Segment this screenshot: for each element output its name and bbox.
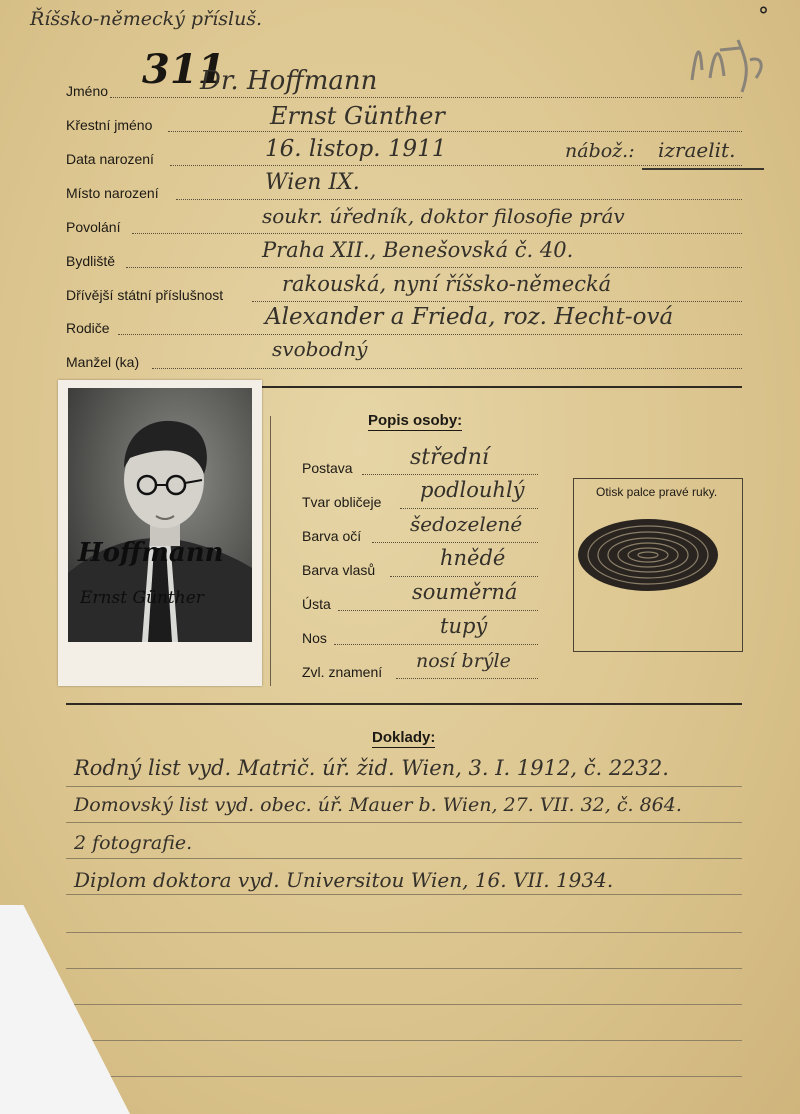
- photo-border-line: [270, 416, 271, 686]
- thumbprint-image: [576, 515, 720, 595]
- top-note: Říšsko-německý přísluš.: [30, 8, 263, 30]
- document-line-1: Rodný list vyd. Matrič. úř. žid. Wien, 3. I. 1912, č. 2232.: [74, 756, 669, 780]
- label-jmeno: Jméno: [66, 83, 109, 99]
- document-line-4: Diplom doktora vyd. Universitou Wien, 16. VII. 1934.: [74, 868, 614, 892]
- section-divider: [66, 703, 742, 705]
- document-line-3: 2 fotografie.: [74, 832, 193, 854]
- document-line-2: Domovský list vyd. obec. úř. Mauer b. Wien, 27. VII. 32, č. 864.: [74, 794, 682, 816]
- dotted-line: [126, 267, 742, 268]
- description-title: Popis osoby:: [368, 412, 463, 429]
- label-manzel: Manžel (ka): [66, 354, 140, 370]
- value-nos: tupý: [440, 614, 488, 638]
- dotted-line: [338, 610, 538, 611]
- value-usta: souměrná: [412, 580, 518, 604]
- value-zvl-znameni: nosí brýle: [416, 650, 511, 672]
- record-number: 311: [142, 46, 226, 93]
- label-krestni-jmeno: Křestní jméno: [66, 117, 153, 133]
- label-misto-narozeni: Místo narození: [66, 185, 159, 201]
- label-barva-vlasu: Barva vlasů: [302, 562, 376, 578]
- photo-signature-surname: Hoffmann: [78, 538, 224, 568]
- dotted-line: [152, 368, 742, 369]
- value-povolani: soukr. úředník, doktor filosofie práv: [262, 204, 625, 228]
- value-barva-vlasu: hnědé: [440, 546, 506, 570]
- dotted-line: [334, 644, 538, 645]
- label-usta: Ústa: [302, 596, 331, 612]
- label-rodice: Rodiče: [66, 320, 110, 336]
- label-nos: Nos: [302, 630, 327, 646]
- label-zvl-znameni: Zvl. znamení: [302, 664, 383, 680]
- dotted-line: [390, 576, 538, 577]
- ruled-line: [66, 786, 742, 787]
- value-rodice: Alexander a Frieda, roz. Hecht-ová: [265, 304, 674, 330]
- corner-mark: °: [758, 4, 769, 29]
- value-drivejsi-prislusnost: rakouská, nyní říšsko-německá: [282, 272, 612, 296]
- thumbprint-box: [573, 478, 743, 652]
- label-nabozenstvi: nábož.:: [565, 140, 635, 162]
- portrait-photo: [68, 388, 252, 642]
- dotted-line: [170, 165, 742, 166]
- ink-scribble: [680, 20, 790, 100]
- dotted-line: [168, 131, 742, 132]
- dotted-line: [372, 542, 538, 543]
- dotted-line: [110, 97, 742, 98]
- label-drivejsi-prislusnost: Dřívější státní příslušnost: [66, 287, 224, 303]
- value-postava: střední: [410, 445, 489, 470]
- ruled-line: [66, 822, 742, 823]
- value-bydliste: Praha XII., Benešovská č. 40.: [262, 238, 574, 262]
- label-bydliste: Bydliště: [66, 253, 116, 269]
- portrait-photo-frame: [58, 380, 262, 686]
- thumbprint-label: Otisk palce pravé ruky.: [596, 485, 718, 499]
- dotted-line: [362, 474, 538, 475]
- photo-signature-firstnames: Ernst Günther: [80, 588, 204, 608]
- ruled-line: [66, 1076, 742, 1077]
- value-krestni-jmeno: Ernst Günther: [270, 102, 445, 130]
- ruled-line: [66, 1004, 742, 1005]
- dotted-line: [400, 508, 538, 509]
- label-barva-oci: Barva očí: [302, 528, 362, 544]
- ruled-line: [66, 968, 742, 969]
- ruled-line: [66, 894, 742, 895]
- value-barva-oci: šedozelené: [410, 512, 523, 536]
- dotted-line: [252, 301, 742, 302]
- value-data-narozeni: 16. listop. 1911: [265, 136, 447, 162]
- ruled-line: [66, 932, 742, 933]
- documents-title: Doklady:: [372, 729, 436, 746]
- value-manzel: svobodný: [272, 337, 368, 361]
- torn-corner: [0, 905, 130, 1114]
- value-nabozenstvi: izraelit.: [658, 138, 736, 162]
- value-misto-narozeni: Wien IX.: [265, 170, 360, 195]
- dotted-line: [132, 233, 742, 234]
- label-povolani: Povolání: [66, 219, 121, 235]
- ruled-line: [66, 1040, 742, 1041]
- value-jmeno: Dr. Hoffmann: [200, 66, 378, 96]
- underline-stroke: [642, 168, 764, 170]
- dotted-line: [176, 199, 742, 200]
- dotted-line: [118, 334, 742, 335]
- label-tvar-obliceje: Tvar obličeje: [302, 494, 382, 510]
- dotted-line: [396, 678, 538, 679]
- label-data-narozeni: Data narození: [66, 151, 154, 167]
- label-postava: Postava: [302, 460, 353, 476]
- ruled-line: [66, 858, 742, 859]
- value-tvar-obliceje: podlouhlý: [420, 478, 525, 502]
